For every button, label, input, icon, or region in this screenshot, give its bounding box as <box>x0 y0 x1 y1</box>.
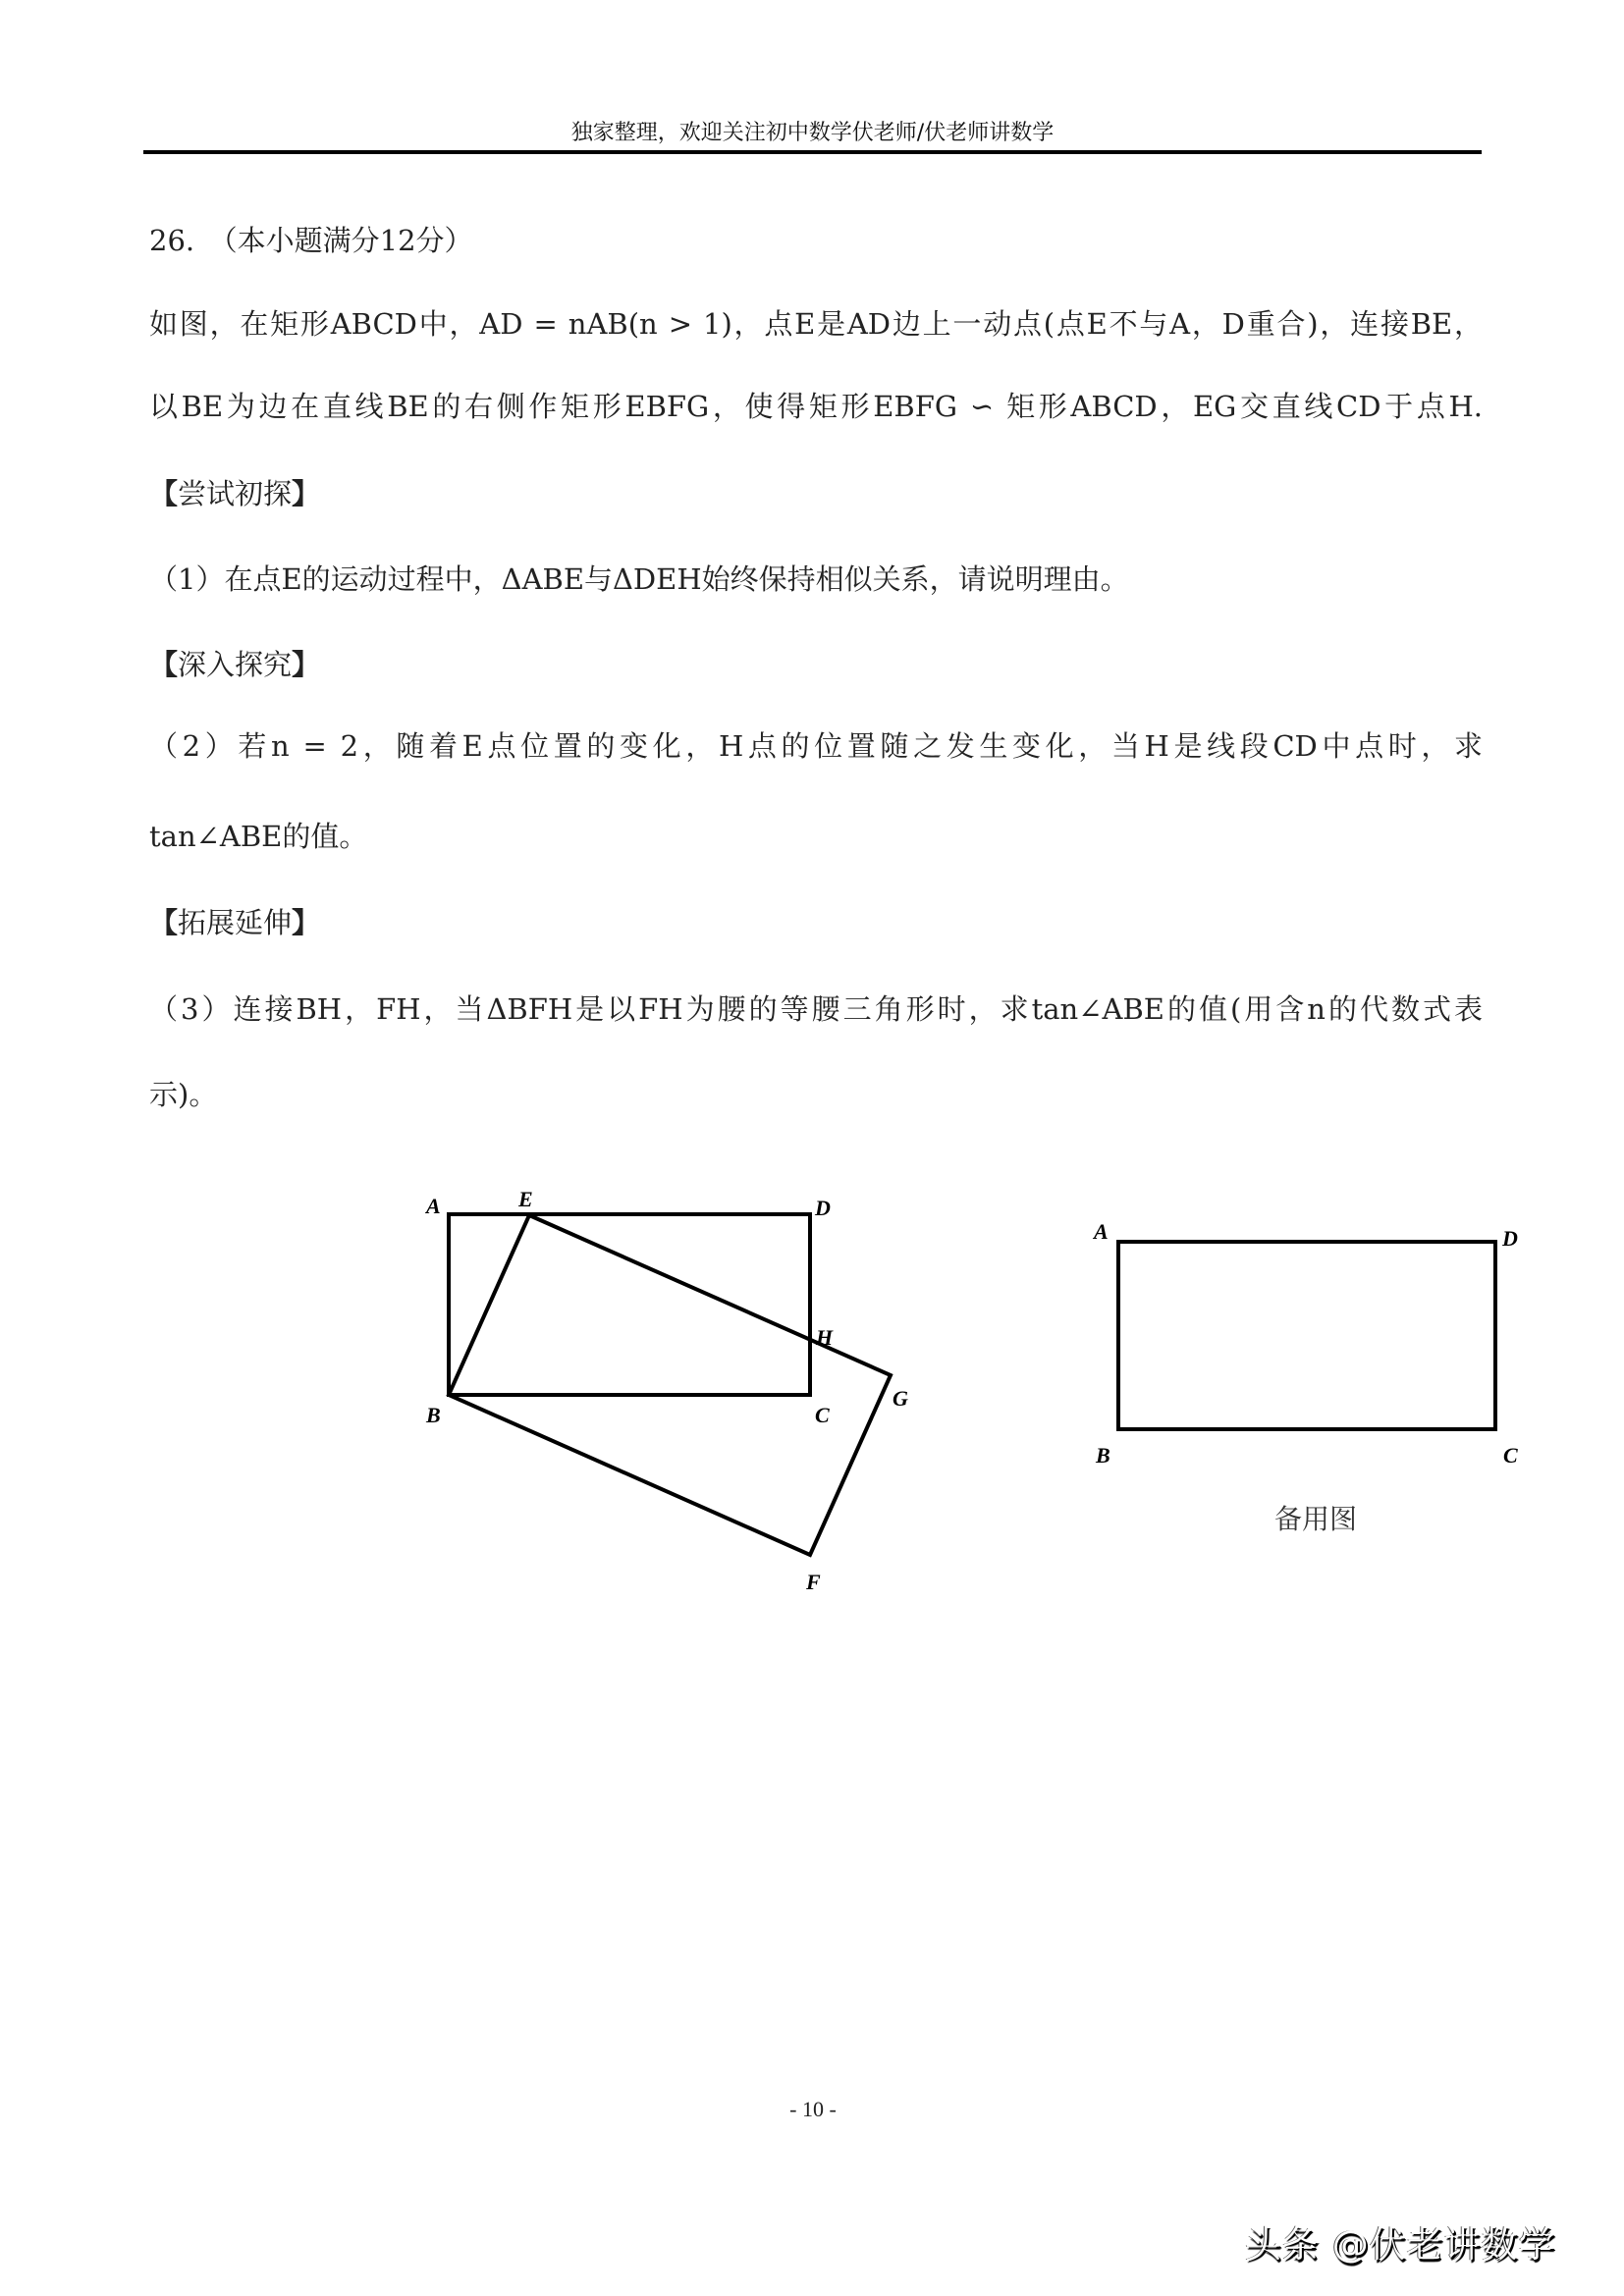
rectangle-abcd <box>449 1214 810 1395</box>
question-stem-line-2: 以BE为边在直线BE的右侧作矩形EBFG，使得矩形EBFG ∽ 矩形ABCD，EG交直线CD于点H. <box>149 390 1483 423</box>
label-c: C <box>815 1403 830 1427</box>
label-g: G <box>893 1386 908 1411</box>
spare-label-b: B <box>1096 1443 1110 1468</box>
section-title-text: 深入探究 <box>178 648 293 681</box>
question-part-1: （1）在点E的运动过程中，ΔABE与ΔDEH始终保持相似关系，请说明理由。 <box>149 562 1129 596</box>
label-f: F <box>806 1570 821 1594</box>
bracket-right: 】 <box>292 477 321 510</box>
spare-rectangle-abcd <box>1118 1242 1495 1429</box>
section-title-text: 尝试初探 <box>178 477 293 510</box>
label-a: A <box>426 1194 441 1218</box>
main-figure-labels <box>424 1187 908 1594</box>
watermark: 头条 @伏老讲数学 <box>1245 2223 1556 2266</box>
bracket-right: 】 <box>292 648 321 681</box>
question-part-3-line-1: （3）连接BH，FH，当ΔBFH是以FH为腰的等腰三角形时，求tan∠ABE的值(用含n的代数式表 <box>149 992 1483 1026</box>
bracket-right: 】 <box>292 906 321 939</box>
rectangle-ebfg <box>449 1215 891 1555</box>
section-title-text: 拓展延伸 <box>178 906 293 939</box>
question-stem-line-1: 如图，在矩形ABCD中，AD = nAB(n > 1)，点E是AD边上一动点(点E不与A，D重合)，连接BE， <box>149 307 1483 341</box>
label-b: B <box>426 1403 441 1427</box>
spare-label-c: C <box>1503 1443 1518 1468</box>
question-number: 26. （本小题满分12分） <box>149 224 473 257</box>
bracket-left: 【 <box>149 648 179 681</box>
bracket-left: 【 <box>149 906 179 939</box>
spare-figure <box>1118 1242 1495 1429</box>
spare-label-d: D <box>1502 1226 1518 1251</box>
page-number: - 10 - <box>789 2097 837 2121</box>
spare-figure-caption: 备用图 <box>1273 1503 1357 1535</box>
question-part-2-line-2: tan∠ABE的值。 <box>149 820 368 853</box>
spare-label-a: A <box>1094 1219 1109 1244</box>
main-figure <box>449 1214 891 1555</box>
label-e: E <box>518 1187 533 1211</box>
label-d: D <box>815 1196 831 1220</box>
question-part-2-line-1: （2）若n = 2，随着E点位置的变化，H点的位置随之发生变化，当H是线段CD中点时，求 <box>149 729 1483 763</box>
label-h: H <box>816 1325 834 1350</box>
page-header: 独家整理，欢迎关注初中数学伏老师/伏老师讲数学 <box>570 121 1055 145</box>
question-part-3-line-2: 示)。 <box>149 1078 218 1111</box>
bracket-left: 【 <box>149 477 179 510</box>
